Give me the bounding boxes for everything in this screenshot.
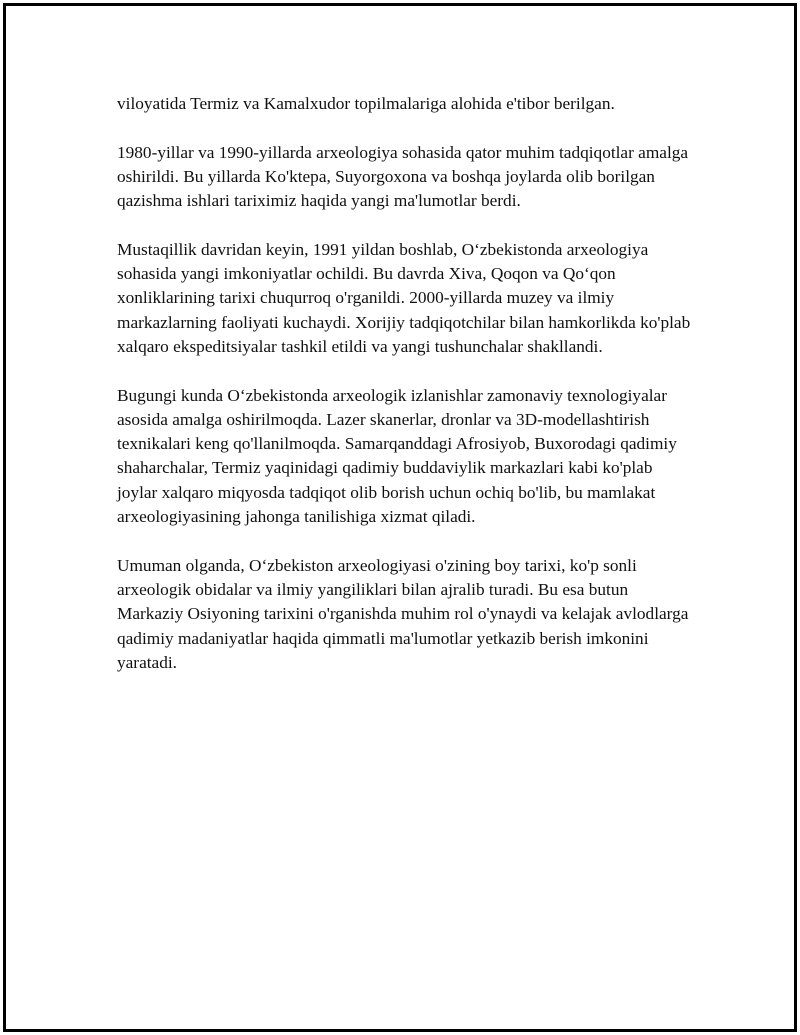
paragraph-4: Bugungi kunda O‘zbekistonda arxeologik izlanishlar zamonaviy texnologiyalar asosida amalga oshirilmoqda. Lazer skanerlar, dronlar va 3D-modellashtirish texnikalari keng qo'llanilmoqda. Samarqanddagi Afrosiyob, Buxorodagi qadimiy shaharchalar, Termiz yaqinidagi qadimiy buddaviylik markazlari kabi ko'plab joylar xalqaro miqyosda tadqiqot olib borish uchun ochiq bo'lib, bu mamlakat arxeologiyasining jahonga tanilishiga xizmat qiladi. — [117, 385, 677, 527]
paragraph-1: viloyatida Termiz va Kamalxudor topilmalariga alohida e'tibor berilgan. — [117, 94, 615, 113]
paragraph-3: Mustaqillik davridan keyin, 1991 yildan boshlab, O‘zbekistonda arxeologiya sohasida yangi imkoniyatlar ochildi. Bu davrda Xiva, Qoqon va Qo‘qon xonliklarining tarixi chuqurroq o'rganildi. 2000-yillarda muzey va ilmiy markazlarning faoliyati kuchaydi. Xorijiy tadqiqotchilar bilan hamkorlikda ko'plab xalqaro ekspeditsiyalar tashkil etildi va yangi tushunchalar shakllandi. — [117, 239, 691, 356]
document-body — [117, 92, 697, 699]
paragraph-2: 1980-yillar va 1990-yillarda arxeologiya sohasida qator muhim tadqiqotlar amalga oshirildi. Bu yillarda Ko'ktepa, Suyorgoxona va boshqa joylarda olib borilgan qazishma ishlari tariximiz haqida yangi ma'lumotlar berdi. — [117, 142, 689, 211]
paragraph-5: Umuman olganda, O‘zbekiston arxeologiyasi o'zining boy tarixi, ko'p sonli arxeologik obidalar va ilmiy yangiliklari bilan ajralib turadi. Bu esa butun Markaziy Osiyoning tarixini o'rganishda muhim rol o'ynaydi va kelajak avlodlarga qadimiy madaniyatlar haqida qimmatli ma'lumotlar yetkazib berish imkonini yaratadi. — [117, 555, 689, 672]
